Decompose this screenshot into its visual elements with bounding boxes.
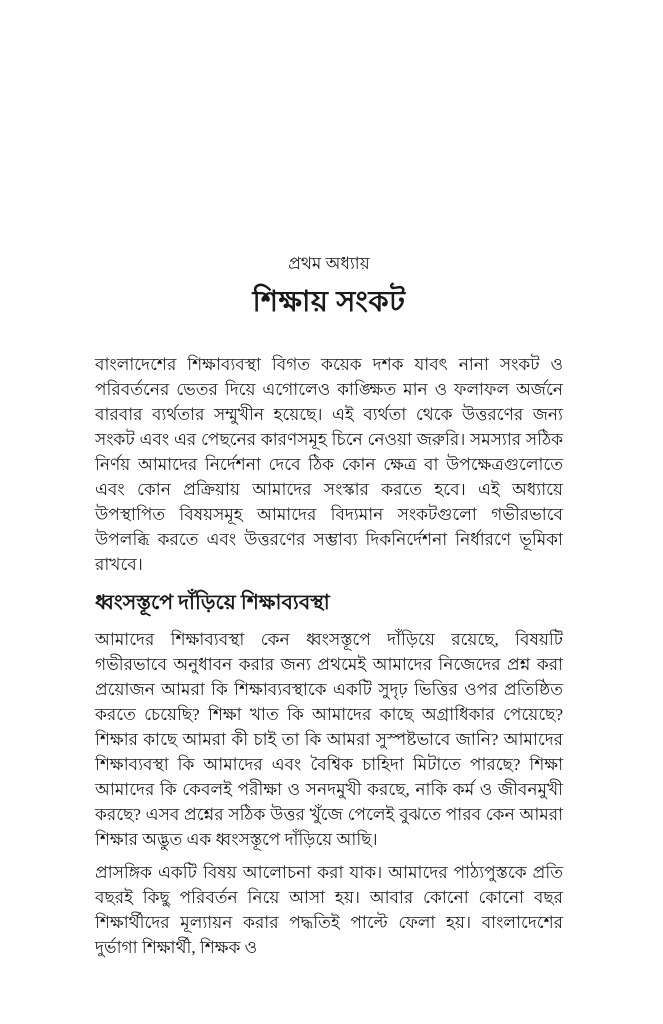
chapter-title: শিক্ষায় সংকট xyxy=(252,286,406,318)
section-heading: ধ্বংসস্তূপে দাঁড়িয়ে শিক্ষাব্যবস্থা xyxy=(95,592,330,614)
text-column xyxy=(95,0,563,960)
intro-paragraph: বাংলাদেশের শিক্ষাব্যবস্থা বিগত কয়েক দশক যাবৎ নানা সংকট ও পরিবর্তনের ভেতর দিয়ে এগোলেও কাঙ্ক্ষিত মান ও ফলাফল অর্জনে বারবার ব্যর্থতার সম্মুখীন হয়েছে। এই ব্যর্থতা থেকে উত্তরণের জন্য সংকট এবং এর পেছনের কারণসমূহ চিনে নেওয়া জরুরি। সমস্যার সঠিক নির্ণয় আমাদের নির্দেশনা দেবে ঠিক কোন ক্ষেত্র বা উপক্ষেত্রগুলোতে এবং কোন প্রক্রিয়ায় আমাদের সংস্কার করতে হবে। এই অধ্যায়ে উপস্থাপিত বিষয়সমূহ আমাদের বিদ্যমান সংকটগুলো গভীরভাবে উপলব্ধি করতে এবং উত্তরণের সম্ভাব্য দিকনির্দেশনা নির্ধারণে ভূমিকা রাখবে। xyxy=(95,355,563,574)
body-paragraph: আমাদের শিক্ষাব্যবস্থা কেন ধ্বংসস্তূপে দাঁড়িয়ে রয়েছে, বিষয়টি গভীরভাবে অনুধাবন করার জন্য প্রথমেই আমাদের নিজেদের প্রশ্ন করা প্রয়োজন আমরা কি শিক্ষাব্যবস্থাকে একটি সুদৃঢ় ভিত্তির ওপর প্রতিষ্ঠিত করতে চেয়েছি? শিক্ষা খাত কি আমাদের কাছে অগ্রাধিকার পেয়েছে? শিক্ষার কাছে আমরা কী চাই তা কি আমরা সুস্পষ্টভাবে জানি? আমাদের শিক্ষাব্যবস্থা কি আমাদের এবং বৈশ্বিক চাহিদা মিটাতে পারছে? শিক্ষা আমাদের কি কেবলই পরীক্ষা ও সনদমুখী করছে, নাকি কর্ম ও জীবনমুখী করছে? এসব প্রশ্নের সঠিক উত্তর খুঁজে পেলেই বুঝতে পারব কেন আমরা শিক্ষার অদ্ভুত এক ধ্বংসস্তূপে দাঁড়িয়ে আছি। xyxy=(95,630,563,849)
chapter-label: প্রথম অধ্যায় xyxy=(288,254,370,273)
body-paragraph: প্রাসঙ্গিক একটি বিষয় আলোচনা করা যাক। আমাদের পাঠ্যপুস্তকে প্রতি বছরই কিছু পরিবর্তন নিয়ে আসা হয়। আবার কোনো কোনো বছর শিক্ষার্থীদের মূল্যায়ন করার পদ্ধতিই পাল্টে ফেলা হয়। বাংলাদেশের দুর্ভাগা শিক্ষার্থী, শিক্ষক ও xyxy=(95,863,563,957)
